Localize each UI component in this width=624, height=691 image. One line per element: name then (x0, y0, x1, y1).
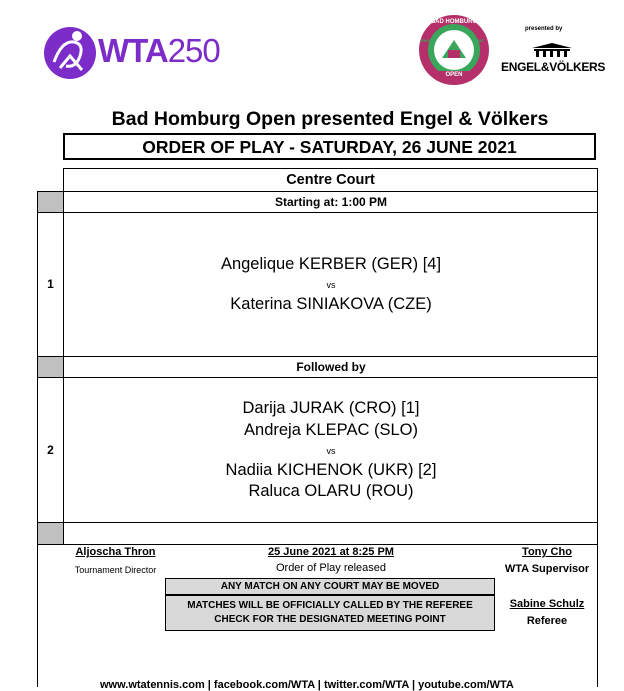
seal-text-top: BAD HOMBURG (430, 19, 478, 25)
notice-line: CHECK FOR THE DESIGNATED MEETING POINT (214, 614, 446, 625)
tournament-director-role: Tournament Director (74, 565, 157, 575)
player-name: Raluca OLARU (ROU) (248, 482, 414, 500)
presented-by-label: presented by (525, 26, 563, 32)
match-number: 1 (47, 277, 54, 291)
release-note: Order of Play released (275, 562, 387, 574)
footer-links: www.wtatennis.com | facebook.com/WTA | twitter.com/WTA | youtube.com/WTA (100, 679, 514, 691)
referee-name: Sabine Schulz (509, 598, 585, 610)
referee-role: Referee (526, 615, 568, 627)
notice-match-moved: ANY MATCH ON ANY COURT MAY BE MOVED (165, 578, 495, 595)
versus-label: vs (326, 280, 336, 290)
player-name: Nadiia KICHENOK (UKR) [2] (225, 461, 437, 479)
grid-line (37, 212, 598, 213)
grid-line (37, 191, 598, 192)
wta-supervisor-role: WTA Supervisor (504, 563, 590, 575)
wta-wordmark: WTA250 (98, 32, 220, 69)
sponsor-wordmark: ENGEL&VÖLKERS (501, 60, 606, 74)
grid-shade (38, 192, 63, 212)
player-name: Katerina SINIAKOVA (CZE) (230, 295, 432, 313)
grid-line (37, 544, 598, 545)
tournament-title: Bad Homburg Open presented Engel & Völkers (111, 108, 549, 130)
start-time-band: Starting at: 1:00 PM (274, 195, 388, 209)
versus-label: vs (326, 446, 336, 456)
grid-shade (38, 523, 63, 544)
seal-year-left: SINCE (420, 38, 433, 43)
player-name: Darija JURAK (CRO) [1] (242, 399, 420, 417)
seal-text-bottom: OPEN (445, 72, 463, 78)
player-name: Angelique KERBER (GER) [4] (220, 255, 442, 273)
wta-supervisor-name: Tony Cho (522, 546, 572, 558)
tournament-director-name: Aljoscha Thron (75, 546, 156, 558)
sponsor-building-icon (530, 42, 574, 58)
grid-line (37, 377, 598, 378)
player-name: Andreja KLEPAC (SLO) (244, 421, 418, 439)
order-of-play-title: ORDER OF PLAY - SATURDAY, 26 JUNE 2021 (63, 133, 596, 160)
release-timestamp: 25 June 2021 at 8:25 PM (268, 546, 394, 558)
grid-shade (38, 357, 63, 377)
seal-year-right: 1987 (475, 38, 484, 43)
notice-line: MATCHES WILL BE OFFICIALLY CALLED BY THE REFEREE (187, 600, 473, 611)
grid-line (37, 356, 598, 357)
notice-referee-call (165, 595, 495, 631)
grid-line (37, 522, 598, 523)
court-name: Centre Court (63, 168, 598, 192)
match-number: 2 (47, 443, 54, 457)
followed-by-band: Followed by (296, 360, 366, 374)
